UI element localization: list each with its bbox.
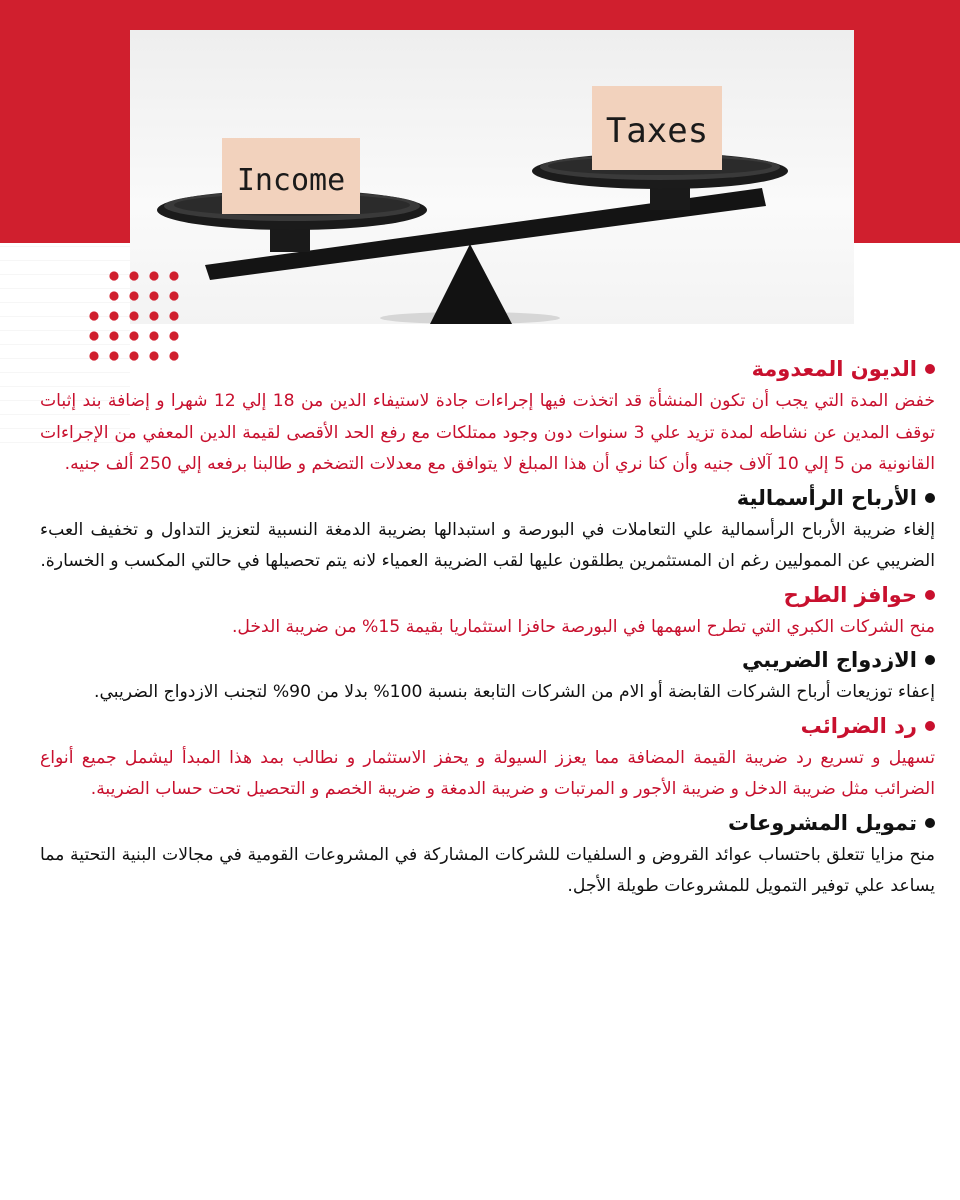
bullet-icon [925,655,935,665]
section-body: إعفاء توزيعات أرباح الشركات القابضة أو الام من الشركات التابعة بنسبة 100% بدلا من 90% لتجنب الازدواج الضريبي. [94,682,935,702]
income-card-label: Income [236,163,346,198]
decorative-dot [169,311,178,320]
section-title: حوافز الطرح [783,582,917,607]
section-title: الازدواج الضريبي [742,648,917,672]
decorative-dot [109,291,118,300]
bullet-icon [925,818,935,828]
decorative-dot [149,271,158,280]
decorative-dot [149,311,158,320]
decorative-dot [129,331,138,340]
section-title: الديون المعدومة [751,357,917,381]
decorative-dot [89,331,98,340]
section-heading [40,806,935,840]
section-bad-debts [40,352,935,481]
decorative-dot [109,331,118,340]
scale-photo [130,30,854,324]
section-heading [40,352,935,386]
section-body: تسهيل و تسريع رد ضريبة القيمة المضافة مما يعزز السيولة و يحفز الاستثمار و نطالب بمد هذا المبدأ ليشمل جميع أنواع الضرائب مثل ضريبة الدخل و ضريبة الأجور و المرتبات و ضريبة الدمغة و ضريبة الخصم و التحصيل تحت حساب الضريبة. [40,747,935,799]
section-heading [40,643,935,677]
section-heading [40,578,935,612]
decorative-dot [109,271,118,280]
decorative-dot [149,331,158,340]
decorative-dot [129,291,138,300]
section-body: خفض المدة التي يجب أن تكون المنشأة قد اتخذت فيها إجراءات جادة لاستيفاء الدين من 18 إلي 12 شهرا و إضافة بند إثبات توقف المدين عن نشاطه لمدة تزيد علي 3 سنوات دون وجود ممتلكات مع رفع الحد الأقصى لقيمة الدين المعفي من الإجراءات القانونية من 5 إلي 10 آلاف جنيه وأن كنا نري أن هذا المبلغ لا يتوافق مع معدلات التضخم و طالبنا برفعه إلي 250 ألف جنيه. [40,391,935,474]
decorative-dot [109,311,118,320]
article-content [40,352,935,903]
section-heading [40,709,935,743]
section-body: منح الشركات الكبري التي تطرح اسهمها في البورصة حافزا استثماريا بقيمة 15% من ضريبة الدخل. [231,616,935,637]
bullet-icon [925,590,935,600]
section-ipo-incentives [40,578,935,644]
decorative-dot [89,311,98,320]
decorative-dot [149,291,158,300]
section-heading [40,481,935,515]
balance-scale-illustration [130,30,854,324]
scale-fulcrum [430,244,512,324]
section-title: الأرباح الرأسمالية [736,485,917,510]
decorative-dot [169,271,178,280]
section-title: رد الضرائب [800,713,917,738]
section-body: إلغاء ضريبة الأرباح الرأسمالية علي التعاملات في البورصة و استبدالها بضريبة الدمغة النسبية لتعزيز التداول و تخفيف العبء الضريبي عن المموليين رغم ان المستثمرين يطلقون عليها لقب الضريبة العمياء لانه يتم تحصيلها في حالتي المكسب و الخسارة. [40,519,935,571]
taxes-card-label: Taxes [605,111,709,151]
section-tax-refunds [40,709,935,806]
section-title: تمويل المشروعات [727,810,917,835]
section-body: منح مزايا تتعلق باحتساب عوائد القروض و السلفيات للشركات المشاركة في المشروعات القومية في مجالات البنية التحتية مما يساعد علي توفير التمويل للمشروعات طويلة الأجل. [40,844,935,896]
bullet-icon [925,364,935,374]
section-capital-gains [40,481,935,578]
decorative-dot [129,311,138,320]
decorative-dot [169,291,178,300]
section-double-taxation [40,643,935,709]
bullet-icon [925,493,935,503]
decorative-dot [169,331,178,340]
decorative-dot [129,271,138,280]
bullet-icon [925,721,935,731]
section-project-financing [40,806,935,903]
